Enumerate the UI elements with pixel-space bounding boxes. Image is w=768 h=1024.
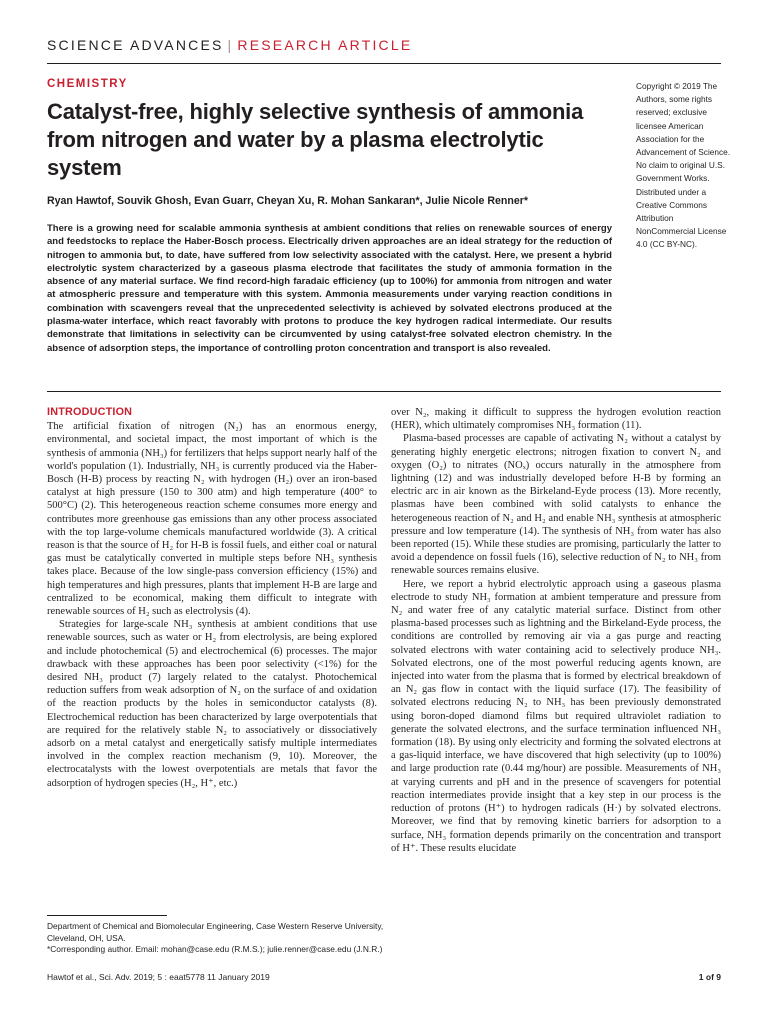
citation: Hawtof et al., Sci. Adv. 2019; 5 : eaat5778 11 January 2019: [47, 972, 270, 982]
right-column: [391, 406, 721, 855]
footnote-rule: [47, 915, 167, 916]
journal-header: [47, 37, 412, 53]
corresponding-author: *Corresponding author. Email: mohan@case.edu (R.M.S.); julie.renner@case.edu (J.N.R.): [47, 944, 383, 954]
article-title: Catalyst-free, highly selective synthesis of ammonia from nitrogen and water by a plasma electrolytic system: [47, 99, 584, 180]
body-paragraph: Plasma-based processes are capable of activating N₂ without a catalyst by generating highly energetic electrons; nitrogen fixation to convert N₂ and oxygen (O₂) to nitrates (NOₓ) occurs naturally in the atmosphere from lightning (12) and was industrially developed before H-B by forming an electric arc in air known as the Birkeland-Eyde process (13). More recently, plasmas have been combined with solid catalysts to enhance the heterogeneous reaction of N₂ and H₂ and enable NH₃ synthesis at atmospheric pressure and low temperature (14). The synthesis of NH₃ from water has also been reported (15). While these studies are promising, particularly the latter to avoid a dependence on fossil fuels (16), selective reduction of N₂ to NH₃ from renewable sources remains elusive.: [391, 433, 721, 577]
intro-heading: INTRODUCTION: [47, 406, 133, 418]
header-rule: [47, 63, 721, 64]
header-separator: |: [227, 37, 234, 53]
body-paragraph: The artificial fixation of nitrogen (N₂) has an enormous energy, environmental, and societal impact, the most important of which is the synthesis of ammonia (NH₃) for fertilizers that helps support nearly half of the world's population (1). Industrially, NH₃ is currently produced via the Haber-Bosch (H-B) process by reacting N₂ with hydrogen (H₂) over an iron-based catalyst at high pressure (150 to 300 atm) and high temperature (400° to 500°C) (2). This heterogeneous reaction scheme consumes more energy and contributes more greenhouse gas emissions than any other process associated with the top large-volume chemicals manufactured worldwide (3). A critical reason is that the source of H₂ for H-B is fossil fuels, and either coal or natural gas must be catalytically converted in multiple steps before NH₃ synthesis takes place. Because of the low single-pass conversion efficiency (15%) and high temperatures and high pressures, plants that implement H-B are large and centralized to be economical, making them difficult to integrate with renewable sources of H₂ such as electrolysis (4).: [47, 421, 377, 618]
page-footer: [47, 972, 721, 982]
affiliation: Department of Chemical and Biomolecular Engineering, Case Western Reserve University, Cleveland, OH, USA.: [47, 921, 384, 943]
body-paragraph: over N₂, making it difficult to suppress the hydrogen evolution reaction (HER), which ultimately compromises NH₃ formation (11).: [391, 407, 721, 432]
page-number: 1 of 9: [698, 972, 721, 982]
body-paragraph: Here, we report a hybrid electrolytic approach using a gaseous plasma electrode to study NH₃ formation at ambient temperature and pressure from N₂ and water free of any catalytic material surface. Distinct from other plasma-based processes such as lightning and the Birkeland-Eyde process, the conditions are controlled by removing air via a gas purge and reacting solvated electrons with water containing acid to selectively produce NH₃. Solvated electrons, one of the most powerful reducing agents known, are injected into water from the plasma that is formed by electrical breakdown of an N₂ gas flow in contact with the liquid surface (17). The feasibility of solvated electrons reducing N₂ to NH₃ has been previously demonstrated using boron-doped diamond films but required ultraviolet radiation to generate the solvated electrons, and the surface termination influenced NH₃ formation (18). By using only electricity and forming the solvated electrons at a gas-liquid interface, we have discovered that high selectivity (up to 100%) and large production rate (0.44 mg/hour) are possible. Measurements of NH₃ at varying currents and pH and in the presence of scavengers for potential reaction intermediates provide insight that a key step in our process is the reduction of protons (H⁺) to hydrogen radicals (H·) by solvated electrons. Moreover, we find that by removing kinetic barriers for adsorption to a surface, NH₃ formation depends primarily on the concentration and transport of H⁺. These results elucidate: [391, 578, 721, 854]
abstract: There is a growing need for scalable ammonia synthesis at ambient conditions that relies on renewable sources of energy and feedstocks to replace the Haber-Bosch process. Electrically driven approaches are an ideal strategy for the reduction of nitrogen to ammonia but, to date, have suffered from low selectivity associated with the catalyst. Here, we present a hybrid electrolytic system characterized by a gaseous plasma electrode that facilitates the study of ammonia formation in the absence of any material surface. We find record-high faradaic efficiency (up to 100%) for ammonia from nitrogen and water at atmospheric pressure and temperature with this system. Ammonia measurements under varying reaction conditions in combination with scavengers reveal that the unprecedented selectivity is achieved by solvated electrons produced at the plasma-water interface, which react favorably with protons to produce the key hydrogen radical intermediate. Our results demonstrate that limitations in selectivity can be circumvented by using catalyst-free solvated electron chemistry. In the absence of adsorption steps, the importance of controlling proton concentration and transport is also revealed.: [47, 223, 612, 354]
journal-name: SCIENCE ADVANCES: [47, 37, 224, 53]
copyright-notice: Copyright © 2019 The Authors, some rights reserved; exclusive licensee American Association for the Advancement of Science. No claim to original U.S. Government Works. Distributed under a Creative Commons Attribution NonCommercial License 4.0 (CC BY-NC).: [636, 81, 731, 250]
article-type: RESEARCH ARTICLE: [237, 37, 413, 53]
body-paragraph: Strategies for large-scale NH₃ synthesis at ambient conditions that use renewable sources, such as water or H₂ from electrolysis, are being explored and include photochemical (5) and electrochemical (6) processes. The major drawback with these approaches has been poor selectivity (<1%) for the desired NH₃ product (7) largely related to the catalyst. Photochemical reduction suffers from weak adsorption of N₂ on the surface of and oxidation of the reaction products by the holes in semiconductor catalysts (8). Electrochemical reduction has been characterized by large overpotentials that are required for the relatively stable N₂ to associatively or dissociatively adsorb on a metal catalyst and energetically satisfy multiple intermediates involved in the complex reaction mechanism (9, 10). Moreover, the electrocatalysts with the lowest overpotentials are metals that favor the adsorption of hydrogen species (H₂, H⁺, etc.): [47, 619, 377, 789]
abstract-rule: [47, 391, 721, 392]
affiliation-footnote: [47, 921, 387, 956]
section-label: CHEMISTRY: [47, 78, 128, 90]
author-list: Ryan Hawtof, Souvik Ghosh, Evan Guarr, Cheyan Xu, R. Mohan Sankaran*, Julie Nicole Renner*: [47, 195, 528, 207]
left-column: [47, 406, 377, 790]
